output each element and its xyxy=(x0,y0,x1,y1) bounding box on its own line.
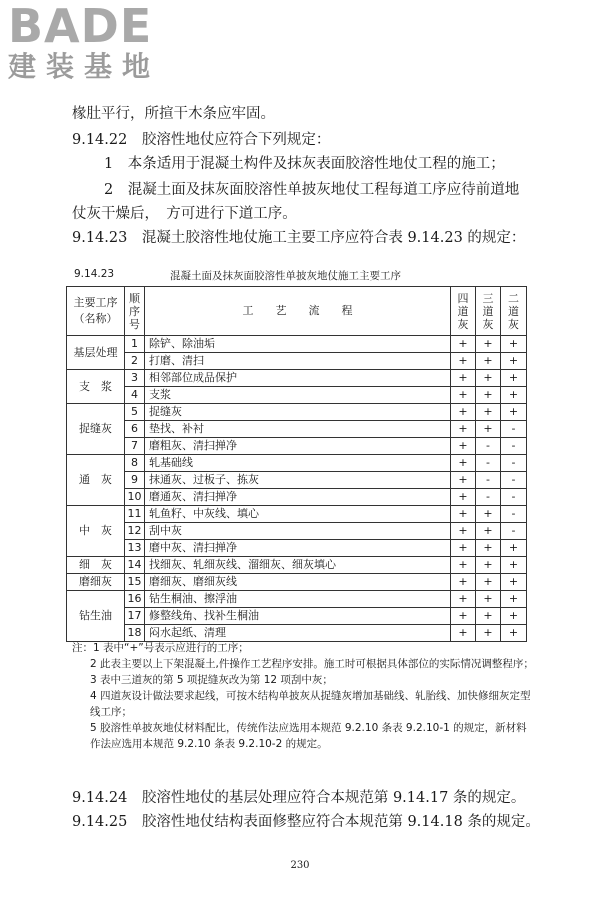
mark-cell: + xyxy=(451,455,476,472)
mark-cell: + xyxy=(451,506,476,523)
process-cell: 磨中灰、清扫掸净 xyxy=(145,540,451,557)
logo xyxy=(8,2,178,84)
table-row xyxy=(67,591,527,608)
order-cell: 17 xyxy=(125,608,145,625)
mark-cell: + xyxy=(476,353,501,370)
process-cell: 除铲、除油垢 xyxy=(145,336,451,353)
table-notes xyxy=(72,640,536,752)
mark-cell: + xyxy=(476,540,501,557)
group-cell: 基层处理 xyxy=(67,336,125,370)
mark-cell: + xyxy=(501,540,527,557)
group-cell: 磨细灰 xyxy=(67,574,125,591)
mark-cell: + xyxy=(476,574,501,591)
group-cell: 捉缝灰 xyxy=(67,404,125,455)
group-cell: 支 浆 xyxy=(67,370,125,404)
mark-cell: + xyxy=(501,387,527,404)
table-row xyxy=(67,574,527,591)
mark-cell: + xyxy=(501,353,527,370)
process-cell: 轧鱼籽、中灰线、填心 xyxy=(145,506,451,523)
mark-cell: + xyxy=(476,370,501,387)
table-row xyxy=(67,489,527,506)
mark-cell: - xyxy=(501,438,527,455)
order-cell: 1 xyxy=(125,336,145,353)
mark-cell: + xyxy=(451,489,476,506)
table-caption xyxy=(66,266,526,286)
clause-9-14-25: 9.14.25 胶溶性地仗结构表面修整应符合本规范第 9.14.18 条的规定。 xyxy=(72,814,540,830)
mark-cell: - xyxy=(476,455,501,472)
clause-9-14-23: 9.14.23 混凝土胶溶性地仗施工主要工序应符合表 9.14.23 的规定： xyxy=(72,230,526,246)
table-row xyxy=(67,438,527,455)
mark-cell: + xyxy=(451,387,476,404)
table-row xyxy=(67,455,527,472)
process-cell: 刮中灰 xyxy=(145,523,451,540)
logo-brand: BADE xyxy=(8,0,153,53)
process-cell: 支浆 xyxy=(145,387,451,404)
mark-cell: + xyxy=(451,353,476,370)
mark-cell: + xyxy=(451,370,476,387)
header-three-coats: 三道灰 xyxy=(476,287,501,336)
order-cell: 10 xyxy=(125,489,145,506)
process-cell: 找细灰、轧细灰线、溜细灰、细灰填心 xyxy=(145,557,451,574)
header-two-coats: 二道灰 xyxy=(501,287,527,336)
mark-cell: + xyxy=(476,625,501,642)
mark-cell: + xyxy=(476,387,501,404)
mark-cell: + xyxy=(451,574,476,591)
note-3: 3 表中三道灰的第 5 项捉缝灰改为第 12 项刮中灰； xyxy=(90,674,333,686)
table-row xyxy=(67,608,527,625)
process-table xyxy=(66,286,527,642)
table-row xyxy=(67,523,527,540)
mark-cell: + xyxy=(501,557,527,574)
order-cell: 11 xyxy=(125,506,145,523)
mark-cell: + xyxy=(501,591,527,608)
mark-cell: + xyxy=(476,523,501,540)
order-cell: 16 xyxy=(125,591,145,608)
mark-cell: + xyxy=(451,591,476,608)
process-cell: 相邻部位成品保护 xyxy=(145,370,451,387)
process-cell: 磨粗灰、清扫掸净 xyxy=(145,438,451,455)
mark-cell: + xyxy=(476,591,501,608)
table-row xyxy=(67,506,527,523)
table-row xyxy=(67,353,527,370)
table-row xyxy=(67,472,527,489)
note-2: 2 此表主要以上下架混凝土,件操作工艺程序安排。施工时可根据具体部位的实际情况调整程序； xyxy=(90,658,534,670)
process-cell: 抹通灰、过板子、拣灰 xyxy=(145,472,451,489)
body-line-continuation: 椽肚平行，所揎干木条应牢固。 xyxy=(72,106,275,122)
table-row xyxy=(67,387,527,404)
process-cell: 垫找、补衬 xyxy=(145,421,451,438)
note-5: 5 胶溶性单披灰地仗材料配比，传统作法应选用本规范 9.2.10 条表 9.2.10-1 的规定，新材料作法应选用本规范 9.2.10 条表 9.2.10-2 的规定。 xyxy=(90,722,527,750)
mark-cell: - xyxy=(501,472,527,489)
note-4: 4 四道灰设计做法要求起线，可按木结构单披灰从捉缝灰增加基础线、轧胎线、加快修细灰定型线工序； xyxy=(90,690,531,718)
table-row xyxy=(67,370,527,387)
clause-9-14-22-item-1: 1 本条适用于混凝土构件及抹灰表面胶溶性地仗工程的施工； xyxy=(104,156,505,172)
page-number: 230 xyxy=(290,860,310,871)
mark-cell: + xyxy=(476,608,501,625)
mark-cell: + xyxy=(451,608,476,625)
mark-cell: + xyxy=(476,421,501,438)
clause-9-14-22-item-2-cont: 仗灰干燥后， 方可进行下道工序。 xyxy=(72,206,297,222)
mark-cell: + xyxy=(451,421,476,438)
header-four-coats: 四道灰 xyxy=(451,287,476,336)
order-cell: 4 xyxy=(125,387,145,404)
table-row xyxy=(67,540,527,557)
order-cell: 9 xyxy=(125,472,145,489)
table-row xyxy=(67,557,527,574)
header-main-process: 主要工序（名称） xyxy=(67,287,125,336)
mark-cell: + xyxy=(451,438,476,455)
mark-cell: - xyxy=(501,523,527,540)
process-cell: 磨通灰、清扫掸净 xyxy=(145,489,451,506)
process-cell: 磨细灰、磨细灰线 xyxy=(145,574,451,591)
table-number: 9.14.23 xyxy=(74,268,115,280)
order-cell: 13 xyxy=(125,540,145,557)
order-cell: 2 xyxy=(125,353,145,370)
mark-cell: - xyxy=(476,472,501,489)
order-cell: 5 xyxy=(125,404,145,421)
mark-cell: + xyxy=(501,404,527,421)
mark-cell: + xyxy=(501,608,527,625)
group-cell: 中 灰 xyxy=(67,506,125,557)
mark-cell: + xyxy=(451,557,476,574)
mark-cell: - xyxy=(476,438,501,455)
table-row xyxy=(67,404,527,421)
table-row xyxy=(67,421,527,438)
mark-cell: + xyxy=(501,625,527,642)
process-cell: 打磨、清扫 xyxy=(145,353,451,370)
table-title: 混凝土面及抹灰面胶溶性单披灰地仗施工主要工序 xyxy=(170,270,401,282)
order-cell: 8 xyxy=(125,455,145,472)
mark-cell: + xyxy=(451,625,476,642)
mark-cell: + xyxy=(451,472,476,489)
process-cell: 闷水起纸、清理 xyxy=(145,625,451,642)
mark-cell: + xyxy=(501,574,527,591)
mark-cell: - xyxy=(501,489,527,506)
mark-cell: + xyxy=(501,336,527,353)
process-cell: 钻生桐油、擦浮油 xyxy=(145,591,451,608)
clause-9-14-22-item-2: 2 混凝土面及抹灰面胶溶性单披灰地仗工程每道工序应待前道地 xyxy=(104,182,520,198)
mark-cell: + xyxy=(451,336,476,353)
order-cell: 12 xyxy=(125,523,145,540)
mark-cell: + xyxy=(501,370,527,387)
order-cell: 6 xyxy=(125,421,145,438)
table-row xyxy=(67,625,527,642)
mark-cell: + xyxy=(451,540,476,557)
table-row xyxy=(67,336,527,353)
clause-9-14-22: 9.14.22 胶溶性地仗应符合下列规定： xyxy=(72,132,331,148)
order-cell: 14 xyxy=(125,557,145,574)
logo-subtitle: 建装基地 xyxy=(8,50,161,83)
clause-9-14-24: 9.14.24 胶溶性地仗的基层处理应符合本规范第 9.14.17 条的规定。 xyxy=(72,790,526,806)
mark-cell: + xyxy=(451,523,476,540)
mark-cell: + xyxy=(451,404,476,421)
group-cell: 通 灰 xyxy=(67,455,125,506)
header-flow: 工 艺 流 程 xyxy=(145,287,451,336)
header-order: 顺序号 xyxy=(125,287,145,336)
process-table-wrapper xyxy=(66,266,526,642)
group-cell: 钻生油 xyxy=(67,591,125,642)
mark-cell: + xyxy=(476,336,501,353)
process-cell: 轧基础线 xyxy=(145,455,451,472)
note-1: 注：1 表中“+”号表示应进行的工序； xyxy=(72,642,249,654)
mark-cell: - xyxy=(501,455,527,472)
process-cell: 修整线角、找补生桐油 xyxy=(145,608,451,625)
mark-cell: - xyxy=(476,489,501,506)
order-cell: 18 xyxy=(125,625,145,642)
mark-cell: + xyxy=(476,404,501,421)
mark-cell: - xyxy=(501,421,527,438)
order-cell: 3 xyxy=(125,370,145,387)
group-cell: 细 灰 xyxy=(67,557,125,574)
mark-cell: + xyxy=(476,557,501,574)
order-cell: 7 xyxy=(125,438,145,455)
process-cell: 捉缝灰 xyxy=(145,404,451,421)
mark-cell: + xyxy=(476,506,501,523)
order-cell: 15 xyxy=(125,574,145,591)
mark-cell: - xyxy=(501,506,527,523)
